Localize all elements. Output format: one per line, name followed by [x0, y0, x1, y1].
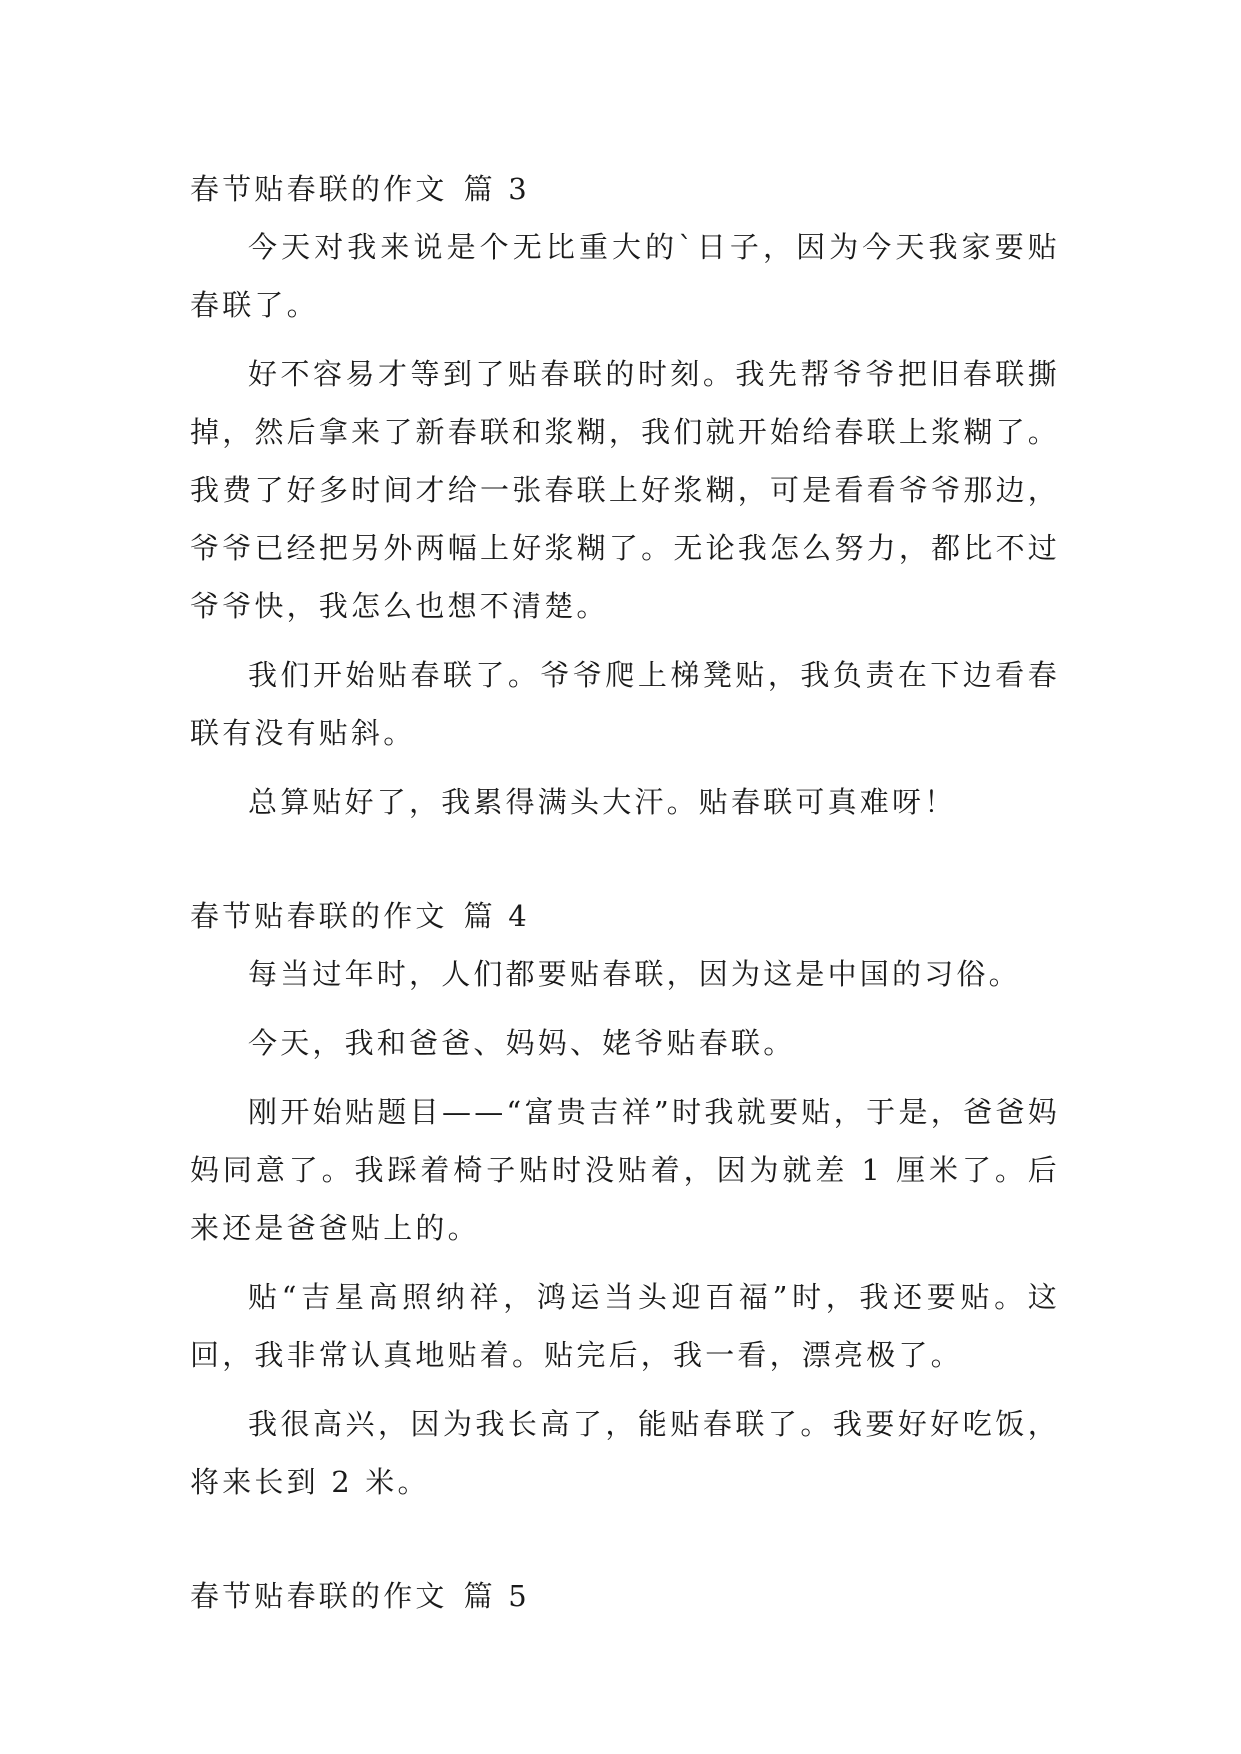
section-heading [190, 1567, 1060, 1625]
paragraph: 今天，我和爸爸、妈妈、姥爷贴春联。 [248, 1026, 796, 1060]
section-title: 春节贴春联的作文 [190, 1579, 448, 1613]
paragraph: 贴“吉星高照纳祥，鸿运当头迎百福”时，我还要贴。这回，我非常认真地贴着。贴完后，我一看，漂亮极了。 [190, 1280, 1060, 1372]
section-title: 春节贴春联的作文 [190, 172, 448, 206]
section-number: 篇 3 [463, 172, 530, 206]
section-number: 篇 4 [463, 899, 530, 933]
essay-section-5 [190, 1567, 1060, 1625]
section-number: 篇 5 [463, 1579, 530, 1613]
section-heading [190, 887, 1060, 945]
section-title: 春节贴春联的作文 [190, 899, 448, 933]
paragraph: 我很高兴，因为我长高了，能贴春联了。我要好好吃饭，将来长到 2 米。 [190, 1407, 1060, 1499]
essay-section-3 [190, 160, 1060, 831]
essay-section-4 [190, 887, 1060, 1511]
paragraph: 每当过年时，人们都要贴春联，因为这是中国的习俗。 [248, 957, 1021, 991]
paragraph: 总算贴好了，我累得满头大汗。贴春联可真难呀！ [248, 785, 957, 819]
paragraph: 刚开始贴题目——“富贵吉祥”时我就要贴，于是，爸爸妈妈同意了。我踩着椅子贴时没贴着，因为就差 1 厘米了。后来还是爸爸贴上的。 [190, 1095, 1060, 1245]
section-heading [190, 160, 1060, 218]
paragraph: 好不容易才等到了贴春联的时刻。我先帮爷爷把旧春联撕掉，然后拿来了新春联和浆糊，我们就开始给春联上浆糊了。我费了好多时间才给一张春联上好浆糊，可是看看爷爷那边，爷爷已经把另外两幅上好浆糊了。无论我怎么努力，都比不过爷爷快，我怎么也想不清楚。 [190, 357, 1060, 623]
paragraph: 我们开始贴春联了。爷爷爬上梯凳贴，我负责在下边看春联有没有贴斜。 [190, 658, 1060, 750]
document-body [190, 160, 1060, 1625]
paragraph: 今天对我来说是个无比重大的`日子，因为今天我家要贴春联了。 [190, 230, 1060, 322]
